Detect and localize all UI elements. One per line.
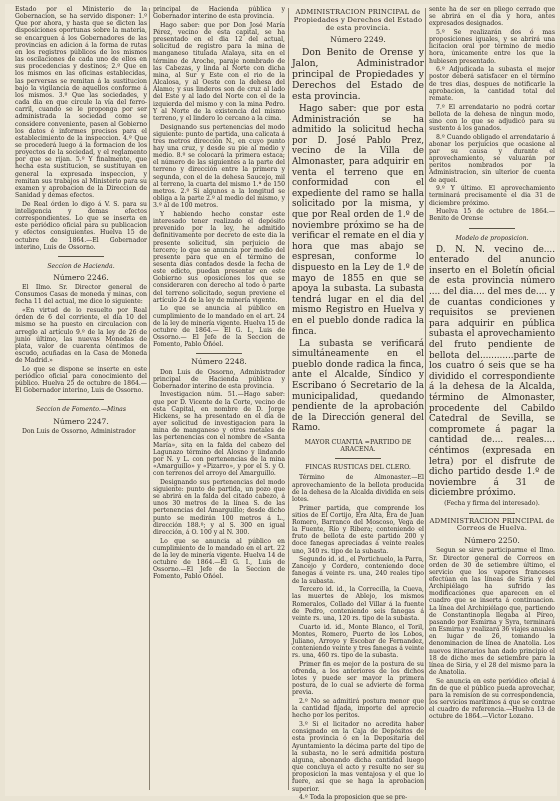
notice-number: Número 2250.: [464, 536, 520, 546]
section-heading: ADMINISTRACION PRINCIPAL de Propiedades y Derechos del Estado de esta provincia.: [293, 8, 423, 32]
paragraph: Don Luis de Ossorno, Administrador: [22, 427, 136, 435]
paragraph: 2.º No se admitirá postura menor que la cantidad fijada, importe del aprecio hecho por los peritos.: [292, 698, 424, 720]
column-3: [292, 6, 424, 801]
divider: [469, 513, 515, 514]
proposal-model: D. N. N. vecino de.... enterado del anuncio inserto en el Boletín oficial de esta provincia número .... del dia.... del mes de.... y de cuantas condiciones y requisitos se previenen para adquirir en pública subasta el aprovechamiento del fruto pendiente de bellota del............parte de los cuatro ó seis que se ha dividido el correspondiente á la dehesa de la Alcalda, término de Almonaster, procedente del Cabildo Catedral de Sevilla, se compromete á pagar la cantidad de.... reales.... céntimos (expresada en letra) por el disfrute de dicho partido desde 1.º de noviembre á 31 de diciembre próximo.: [429, 244, 555, 499]
divider: [196, 353, 242, 354]
subheading: Modelo de proposicion.: [455, 234, 529, 242]
paragraph: 8.º Cuando obligado el arrendatario á abonar los perjuicios que ocasione al par su causa y durante el aprovechamiento, se valuarán por peritos nombrados por la Administracion, sin ulterior de cuenta de aquel.: [429, 133, 555, 184]
paragraph: Término de Almonaster.—El aprovechamiento de la bellota producida de la dehesa de la Alcalda dividida en seis lotes.: [292, 474, 424, 503]
paragraph: Don Luis de Ossorno, Administrador principal de Hacienda pública y Gobernador interino de esta provincia.: [153, 368, 285, 390]
column-rule: [288, 8, 289, 790]
district-heading: MAYOR CUANTIA =PARTIDO DE ARACENA.: [304, 438, 412, 454]
paragraph: El Ilmo. Sr. Director general de Consumos Casas de moneda y minas, con fecha 11 del actual, me dice lo siguiente:: [15, 284, 147, 306]
notice-number: Número 2249.: [330, 35, 386, 45]
column-4: [429, 6, 555, 792]
paragraph: 5.º Se realizarán dos ó mas proposiciones iguales, y se abrirá una licitacion oral por término de medio hora, únicamente entre los que la hubiesen presentado.: [429, 28, 555, 65]
subheading: FINCAS RUSTICAS DEL CLERO.: [305, 464, 411, 472]
paragraph: Segun se sirve participarme el Ilmo. Sr. Director general de Correos en orden de 30 de setiembre último, el servicio que los vapores franceses efectúan en las líneas de Siria y del Archipiélago ha sufrido las modificaciones que aparecen en el cuadro que se inserta á continuacion. La línea del Archipiélago que, partiendo de Constantinopla llegaba al Píreo, pasando por Esmirna y Syra, terminará en Esmirna y realizará 36 viajes anuales en lugar de 26, tomando la denominacion de línea de Anatolia. Los nuevos itinerarios han dado principio el 18 de dicho mes de setiembre para la línea de Siria, y el 28 del mismo para la de Anatolia.: [429, 547, 555, 676]
paragraph: Se anuncia en este periódico oficial á fin de que el público pueda aprovechar, para la remision de su correspondencia, los servicios marítimos á que se contrae el cuadro de referencia.—Huelva 13 de octubre de 1864.—Victor Lozano.: [429, 677, 555, 721]
paragraph: Huelva 15 de octubre de 1864.— Benito de Orense: [429, 208, 555, 223]
notice-number: Número 2247.: [53, 416, 109, 426]
paragraph: 7.º El arrendatario no podrá cortar bellota de la dehesa de ningun modo, sino con lo que se adjudicó para su sustento á los ganados.: [429, 103, 555, 132]
paragraph: Y habiendo hecho constar este interesado tener realizado el depósito prevenido por la ley, he admitido definitivamente por decreto de este dia la presente solicitud, sin perjuicio de tercero; lo que se anuncia por medio del presente para que en el término de sesenta dias contados desde la fecha de este edicto, puedan presentar en este Gobierno sus oposiciones los que se consideraren con derecho al todo ó parte del terreno solicitado, segun previene el artículo 24 de la ley de minería vigente.: [153, 210, 285, 304]
column-2: [153, 6, 285, 792]
paragraph: De Real órden lo digo á V. S. para su inteligencia y demas efectos correspondientes. Lo que se inserta en este periódico oficial para su publicacion y efectos consiguientes. Huelva 15 de octubre de 1864.—El Gobernador interino, Luis de Ossorno.: [15, 200, 147, 251]
paragraph: sente ha de ser en pliego cerrado que se abrirá en el dia y hora, antes expresados designados.: [429, 6, 555, 28]
paragraph: Hago saber: que por esta Administración se ha admitido la solicitud hecha por D. José Pablo Prez, vecino de la Villa de Almonaster, para adquirir en venta el terreno que en conformidad con el expediente del ramo se halla solicitado por la misma, y que por Real orden de 1.º de noviembre próximo se ha de verificar el remate en el dia y hora que mas abajo se espresan, conforme lo dispuesto en la Ley de 1.º de mayo de 1855 en que se apoya la subasta. La subasta tendrá lugar en el dia del mismo Registro en Huelva y en el pueblo donde radica la finca.: [292, 104, 424, 337]
section-heading: Seccion de Fomento.—Minas: [35, 406, 126, 414]
column-rule: [425, 8, 426, 790]
column-1: [15, 6, 147, 792]
paragraph: Cuarto id. id., Monte Blanco, el Toril, Montes, Romero, Puerto de los Lobos, Juliano, Arroyo y Escobar de Fernandez, conteniendo veinte y tres fanegas á veinte rs. una, 460 rs. tipo de la subasta.: [292, 623, 424, 660]
paragraph: La subasta se verificará simultáneamente en el pueblo donde radica la finca, ante el Alcalde, Síndico y Escribano ó Secretario de la municipalidad, quedando pendiente de la aprobación de la Dirección general del Ramo.: [292, 338, 424, 434]
paragraph: Designando sus pertenencias del modo siguiente: punto de partida, un pozo que se abrirá en la falda del citado cabezo, á unos 30 metros de la línea S. de las pertenencias del Amarguillo; desde dicho punto se medirán 100 metros á L., dirección 188.º; y al S. 300 en igual dirección, á O. 100 y al N. 300.: [153, 478, 285, 536]
signature-note: (Fecha y firma del interesado).: [444, 500, 540, 508]
paragraph: 3.º Si el licitador no acredita haber consignado en la Caja de Depósitos de esta provincia ó en la Depositaría del Ayuntamiento la décima parte del tipo de la subasta, no le será admitida postura alguna, abonando dicha cantidad luego que concluya el acto y resulte no ser su proposicion la mas ventajosa y el que lo fuere, así que se haga la aprobacion superior.: [292, 721, 424, 793]
paragraph: Lo que se anuncia al público en cumplimiento de lo mandado en el art. 22 de la ley de minería vigente. Huelva 14 de octubre de 1864.—El G. I., Luis de Ossorno.—El Jefe de la Seccion de Fomento, Pablo Oñóel.: [153, 537, 285, 581]
divider: [58, 399, 104, 400]
paragraph: «En virtud de lo resuelto por Real órden de 6 del corriente, el dia 10 del mismo se ha puesto en circulacion con arreglo al artículo 9.º de la ley de 26 de junio último, las nuevas Monedas de plata, valor de cuarenta céntimos de escudo, acuñadas en la Casa de Moneda de Madrid.»: [15, 307, 147, 365]
paragraph: Lo que se dispone se inserte en este periódico oficial para conocimiento del público. Huelva 25 de octubre de 1864.—El Gobernador interino, Luis de Ossorno.: [15, 365, 147, 395]
paragraph: 4.º Toda la proposicion que se pre-: [299, 794, 408, 801]
divider: [58, 256, 104, 257]
paragraph: Investigacion núm. 51.—Hago saber: que por D. Vicente de la Corte, vecino de esta Capital, en nombre de D. Jorge Hickens, se ha presentado en el dia de ayer solicitud de investigacion para la mina de manganeso y otros metales de las pertenencias con el nombre de «Santa María», sita en la falda del cabezo del Lagunazo término del Alosno y lindando por N. y L. con pertenencias de la mina «Amarguillo» y «Pizarro», y por el S. y O. con terrenos del arroyo del Amarguillo.: [153, 391, 285, 478]
newspaper-page: [5, 4, 557, 801]
column-rule: [149, 8, 150, 790]
section-heading: ADMINISTRACION PRINCIPAL de Correos de Huelva.: [429, 516, 555, 533]
notice-number: Número 2246.: [53, 272, 109, 282]
paragraph: Primer fin es mejor de la postura de su ofrenda, a los anteriores de los dichos lotes y puede ser mayor la primera postura, de lo cual se advierte de forma previa.: [292, 660, 424, 697]
paragraph: Tercero id. id., la Correcilla, la Cueva, las muertes de Ablejo, los mismos Romeralos, Collado del Villar á la fuente de Pedro, conteniendo seis fanegas á veinte rs. una, 120 rs. tipo de la subasta.: [292, 586, 424, 622]
paragraph: principal de Hacienda pública y Gobernador interino de esta provincia.: [153, 6, 285, 21]
paragraph: Designando sus pertenencias del modo siguiente: punto de partida, una calicata á tres metros dirección N., en cuyo punto hay una cruz, y desde su pie al medio y medio. 8.º se colocará la primera estaca; el número de las siguientes a la parte del terreno y dirección entre la primera y segunda, con el de la dehesa Saucejo, mil al terreno, la cuarta del mismo 1.ª de 150 metros. 2.º Si algunos a la longitud se obliga a la parte 2.º al medio del mismo, y 3.º al de 100 metros.: [153, 123, 285, 210]
paragraph: Segundo id. id., el Portichuelo, la Parra, Zancejo y Cordero, conteniendo doce fanegas á veinte rs. una, 240 reales tipo de la subasta.: [292, 556, 424, 585]
divider: [469, 228, 515, 229]
paragraph: 9.º Y último. El aprovechamiento terminará precisamente el dia 31 de diciembre próximo.: [429, 185, 555, 207]
paragraph: Lo que se anuncia al público en cumplimiento de lo mandado en el art. 24 de la ley de minería vigente. Huelva 15 de octubre de 1864.— El G. I., Luis de Ossorno.— El Jefe de la Seccion de Fomento, Pablo Oñóel.: [153, 305, 285, 349]
paragraph: Estado por el Ministerio de la Gobernacion, se ha servido disponer: 1.º Que por ahora, y hasta que se dicten las disposiciones oportunas sobre la materia, se encarguen á los Gobernadores de las provincias en adicion á la forma de rutas en los registros públicos de los mismos las oscilaciones de cada uno de ellos en sus procedencias y destinos; 2.º Que en los mismos en las oficinas establecidas, las perversas se remitan á la sustitucion bajo la vigilancia de aquellos conforme á los mismos. 3.º Que las sociedades, y cada dia en que circule la vía del ferro-carril, cuando se le proponga por ser administrada la sociedad como se considere conveniente, pasen al Gobierno los datos é informes precisos para el establecimiento de la inspeccion. 4.º Que se procederá luego á la formacion de los proyectos de la sociedad, y el reglamento por que se rijan. 5.º Y finalmente, que hecha esta sustitucion, se sustituyan en general la expresada inspeccion, y remitan sus trabajos al Ministerio para su examen y aprobacion de la Direccion de Sanidad y demas efectos.: [15, 6, 147, 200]
lead-paragraph: Don Benito de Orense y Jalon, Administrador principal de Propiedades y Derechos del Estado de esta provincia.: [292, 46, 424, 103]
paragraph: 6.º Adjudicada la subasta el mejor postor deberá satisfacer en el término de tres dias, despues de notificarle la aprobacion, la cantidad total del remate.: [429, 66, 555, 102]
paragraph: Primer partida, que comprende los sitios de El Cortijo, Era Alta, Era de Juan Romero, Barranco del Moscoso, Vega de la Fuente, Río y Ribera; conteniendo el fruto de bellota de este partido 200 y doce fanegas apreciadas á veinte reales uno, 340 rs. tipo de la subasta.: [292, 504, 424, 555]
section-heading: Seccion de Hacienda.: [47, 262, 115, 270]
notice-number: Número 2248.: [191, 357, 247, 367]
paragraph: Hago saber: que por Don José María Pérez, vecino de esta capital, se ha presentado en el dia 12 del actual, solicitud de registro para la mina de manganeso titulada Atalaya, sita en el término de Aroche, paraje nombrado de las Cabezas, y linda al Norte con dicha mina, al Sur y Este con el rio de la Alcalosa, y al Oeste con la dehesa del Álamo; y sus linderos son de cruz al lado del Este y al lado del Norte con el de la izquierda del mismo y con la mina Pedro. Y al Norte de la existencia del mismo terreno, y el lindero lo cercano a la cima.: [153, 21, 285, 122]
divider: [335, 458, 381, 459]
